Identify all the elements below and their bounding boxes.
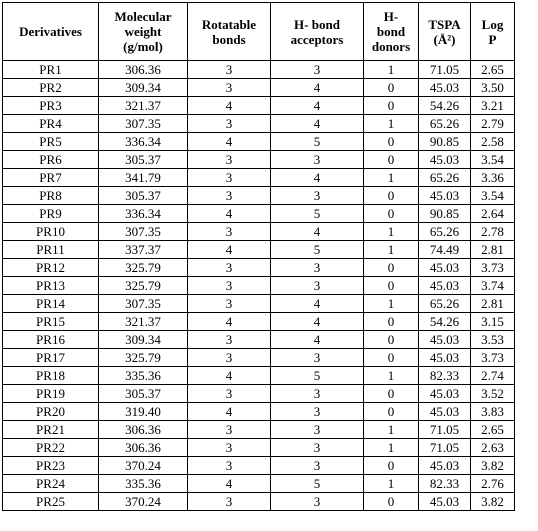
cell-rotatable-bonds: 3 (188, 169, 271, 187)
cell-hbond-donors: 1 (364, 115, 419, 133)
cell-hbond-donors: 0 (364, 259, 419, 277)
cell-logp: 3.82 (471, 457, 515, 475)
table-row (3, 313, 515, 331)
cell-tpsa: 71.05 (419, 61, 471, 79)
cell-hbond-donors: 0 (364, 493, 419, 511)
table-row (3, 439, 515, 457)
cell-molecular-weight: 309.34 (99, 331, 188, 349)
cell-hbond-acceptors: 5 (271, 475, 364, 493)
cell-tpsa: 71.05 (419, 439, 471, 457)
cell-hbond-acceptors: 4 (271, 313, 364, 331)
cell-hbond-donors: 1 (364, 169, 419, 187)
cell-logp: 3.21 (471, 97, 515, 115)
cell-rotatable-bonds: 3 (188, 259, 271, 277)
cell-tpsa: 45.03 (419, 79, 471, 97)
cell-rotatable-bonds: 3 (188, 79, 271, 97)
cell-molecular-weight: 309.34 (99, 79, 188, 97)
cell-derivative: PR7 (3, 169, 99, 187)
cell-molecular-weight: 307.35 (99, 295, 188, 313)
table-body (3, 61, 515, 511)
cell-tpsa: 71.05 (419, 421, 471, 439)
table-row (3, 61, 515, 79)
table-row (3, 295, 515, 313)
cell-hbond-donors: 0 (364, 187, 419, 205)
cell-tpsa: 65.26 (419, 295, 471, 313)
cell-tpsa: 45.03 (419, 385, 471, 403)
cell-rotatable-bonds: 3 (188, 439, 271, 457)
cell-hbond-acceptors: 3 (271, 151, 364, 169)
table-row (3, 475, 515, 493)
table-row (3, 133, 515, 151)
cell-hbond-acceptors: 4 (271, 169, 364, 187)
table-row (3, 241, 515, 259)
cell-molecular-weight: 321.37 (99, 97, 188, 115)
cell-hbond-donors: 0 (364, 349, 419, 367)
cell-molecular-weight: 307.35 (99, 115, 188, 133)
table-row (3, 421, 515, 439)
cell-logp: 3.82 (471, 493, 515, 511)
cell-molecular-weight: 325.79 (99, 259, 188, 277)
cell-hbond-donors: 0 (364, 313, 419, 331)
cell-logp: 2.81 (471, 295, 515, 313)
cell-molecular-weight: 307.35 (99, 223, 188, 241)
cell-logp: 2.63 (471, 439, 515, 457)
cell-logp: 3.53 (471, 331, 515, 349)
table-row (3, 277, 515, 295)
cell-derivative: PR22 (3, 439, 99, 457)
cell-rotatable-bonds: 4 (188, 97, 271, 115)
cell-molecular-weight: 306.36 (99, 61, 188, 79)
header-logp: Log P (471, 3, 515, 61)
cell-derivative: PR20 (3, 403, 99, 421)
cell-tpsa: 90.85 (419, 205, 471, 223)
cell-logp: 3.73 (471, 349, 515, 367)
cell-logp: 3.54 (471, 187, 515, 205)
cell-rotatable-bonds: 3 (188, 187, 271, 205)
cell-tpsa: 65.26 (419, 115, 471, 133)
table-row (3, 385, 515, 403)
cell-logp: 3.83 (471, 403, 515, 421)
cell-rotatable-bonds: 4 (188, 205, 271, 223)
cell-hbond-donors: 1 (364, 223, 419, 241)
cell-molecular-weight: 305.37 (99, 187, 188, 205)
cell-derivative: PR16 (3, 331, 99, 349)
cell-derivative: PR21 (3, 421, 99, 439)
cell-derivative: PR9 (3, 205, 99, 223)
cell-molecular-weight: 341.79 (99, 169, 188, 187)
cell-molecular-weight: 321.37 (99, 313, 188, 331)
table-row (3, 79, 515, 97)
cell-rotatable-bonds: 4 (188, 475, 271, 493)
cell-tpsa: 45.03 (419, 349, 471, 367)
cell-rotatable-bonds: 4 (188, 313, 271, 331)
cell-tpsa: 45.03 (419, 277, 471, 295)
cell-tpsa: 45.03 (419, 457, 471, 475)
cell-derivative: PR4 (3, 115, 99, 133)
cell-logp: 2.79 (471, 115, 515, 133)
cell-tpsa: 74.49 (419, 241, 471, 259)
cell-hbond-acceptors: 3 (271, 349, 364, 367)
cell-hbond-acceptors: 3 (271, 385, 364, 403)
cell-rotatable-bonds: 3 (188, 421, 271, 439)
table-row (3, 493, 515, 511)
cell-derivative: PR14 (3, 295, 99, 313)
cell-hbond-acceptors: 3 (271, 439, 364, 457)
cell-tpsa: 65.26 (419, 169, 471, 187)
table-row (3, 403, 515, 421)
header-rotatable-bonds: Rotatable bonds (188, 3, 271, 61)
header-hbond-acceptors: H- bond acceptors (271, 3, 364, 61)
cell-hbond-donors: 0 (364, 457, 419, 475)
cell-derivative: PR24 (3, 475, 99, 493)
cell-rotatable-bonds: 3 (188, 277, 271, 295)
cell-rotatable-bonds: 3 (188, 61, 271, 79)
cell-tpsa: 45.03 (419, 151, 471, 169)
cell-tpsa: 45.03 (419, 259, 471, 277)
cell-hbond-acceptors: 4 (271, 115, 364, 133)
cell-molecular-weight: 336.34 (99, 133, 188, 151)
cell-logp: 2.78 (471, 223, 515, 241)
cell-tpsa: 82.33 (419, 475, 471, 493)
cell-rotatable-bonds: 4 (188, 133, 271, 151)
cell-molecular-weight: 306.36 (99, 421, 188, 439)
cell-tpsa: 54.26 (419, 313, 471, 331)
cell-derivative: PR17 (3, 349, 99, 367)
cell-rotatable-bonds: 3 (188, 115, 271, 133)
cell-derivative: PR10 (3, 223, 99, 241)
cell-logp: 3.52 (471, 385, 515, 403)
cell-logp: 3.50 (471, 79, 515, 97)
cell-rotatable-bonds: 4 (188, 403, 271, 421)
cell-molecular-weight: 305.37 (99, 385, 188, 403)
table-row (3, 223, 515, 241)
cell-logp: 2.81 (471, 241, 515, 259)
cell-derivative: PR2 (3, 79, 99, 97)
cell-molecular-weight: 325.79 (99, 349, 188, 367)
table-row (3, 97, 515, 115)
cell-tpsa: 45.03 (419, 493, 471, 511)
header-hbond-donors: H- bond donors (364, 3, 419, 61)
table-row (3, 367, 515, 385)
cell-molecular-weight: 306.36 (99, 439, 188, 457)
cell-logp: 3.74 (471, 277, 515, 295)
cell-hbond-donors: 0 (364, 331, 419, 349)
header-tpsa: TSPA (Å²) (419, 3, 471, 61)
cell-molecular-weight: 370.24 (99, 493, 188, 511)
cell-molecular-weight: 337.37 (99, 241, 188, 259)
cell-rotatable-bonds: 3 (188, 385, 271, 403)
table-row (3, 259, 515, 277)
cell-derivative: PR15 (3, 313, 99, 331)
cell-hbond-donors: 1 (364, 241, 419, 259)
header-derivatives: Derivatives (3, 3, 99, 61)
cell-logp: 3.73 (471, 259, 515, 277)
cell-tpsa: 65.26 (419, 223, 471, 241)
cell-molecular-weight: 335.36 (99, 367, 188, 385)
cell-hbond-acceptors: 3 (271, 277, 364, 295)
cell-hbond-acceptors: 4 (271, 79, 364, 97)
cell-hbond-acceptors: 5 (271, 241, 364, 259)
cell-derivative: PR3 (3, 97, 99, 115)
cell-derivative: PR8 (3, 187, 99, 205)
cell-hbond-acceptors: 4 (271, 295, 364, 313)
cell-hbond-acceptors: 4 (271, 331, 364, 349)
cell-logp: 2.74 (471, 367, 515, 385)
table-row (3, 205, 515, 223)
cell-hbond-donors: 0 (364, 79, 419, 97)
cell-logp: 3.15 (471, 313, 515, 331)
cell-logp: 2.65 (471, 61, 515, 79)
table-row (3, 169, 515, 187)
table-row (3, 115, 515, 133)
table-row (3, 349, 515, 367)
cell-hbond-acceptors: 5 (271, 205, 364, 223)
cell-rotatable-bonds: 3 (188, 223, 271, 241)
table-row (3, 151, 515, 169)
cell-rotatable-bonds: 3 (188, 331, 271, 349)
cell-derivative: PR6 (3, 151, 99, 169)
cell-hbond-donors: 0 (364, 277, 419, 295)
cell-derivative: PR19 (3, 385, 99, 403)
cell-derivative: PR23 (3, 457, 99, 475)
cell-rotatable-bonds: 3 (188, 457, 271, 475)
cell-hbond-donors: 1 (364, 61, 419, 79)
table-row (3, 331, 515, 349)
cell-hbond-acceptors: 3 (271, 493, 364, 511)
cell-hbond-acceptors: 3 (271, 187, 364, 205)
cell-hbond-donors: 0 (364, 151, 419, 169)
cell-hbond-acceptors: 3 (271, 61, 364, 79)
cell-hbond-acceptors: 3 (271, 403, 364, 421)
cell-molecular-weight: 336.34 (99, 205, 188, 223)
cell-hbond-donors: 1 (364, 295, 419, 313)
cell-tpsa: 45.03 (419, 331, 471, 349)
cell-molecular-weight: 370.24 (99, 457, 188, 475)
cell-rotatable-bonds: 3 (188, 151, 271, 169)
cell-logp: 2.58 (471, 133, 515, 151)
cell-rotatable-bonds: 3 (188, 493, 271, 511)
cell-rotatable-bonds: 4 (188, 241, 271, 259)
cell-molecular-weight: 335.36 (99, 475, 188, 493)
cell-hbond-donors: 1 (364, 439, 419, 457)
cell-hbond-donors: 1 (364, 475, 419, 493)
cell-tpsa: 54.26 (419, 97, 471, 115)
cell-rotatable-bonds: 3 (188, 349, 271, 367)
cell-derivative: PR5 (3, 133, 99, 151)
cell-hbond-donors: 0 (364, 97, 419, 115)
cell-hbond-donors: 1 (364, 421, 419, 439)
cell-tpsa: 45.03 (419, 187, 471, 205)
cell-hbond-acceptors: 4 (271, 97, 364, 115)
header-row (3, 3, 515, 61)
cell-hbond-acceptors: 3 (271, 421, 364, 439)
cell-hbond-acceptors: 3 (271, 259, 364, 277)
table-row (3, 457, 515, 475)
header-molecular-weight: Molecular weight (g/mol) (99, 3, 188, 61)
cell-derivative: PR11 (3, 241, 99, 259)
cell-hbond-donors: 1 (364, 367, 419, 385)
cell-logp: 2.64 (471, 205, 515, 223)
properties-table (2, 2, 515, 511)
cell-hbond-acceptors: 3 (271, 457, 364, 475)
cell-logp: 3.54 (471, 151, 515, 169)
cell-rotatable-bonds: 3 (188, 295, 271, 313)
table-row (3, 187, 515, 205)
cell-hbond-acceptors: 4 (271, 223, 364, 241)
cell-hbond-donors: 0 (364, 403, 419, 421)
cell-derivative: PR1 (3, 61, 99, 79)
cell-tpsa: 90.85 (419, 133, 471, 151)
cell-molecular-weight: 325.79 (99, 277, 188, 295)
cell-logp: 2.65 (471, 421, 515, 439)
cell-rotatable-bonds: 4 (188, 367, 271, 385)
cell-derivative: PR25 (3, 493, 99, 511)
cell-logp: 3.36 (471, 169, 515, 187)
cell-logp: 2.76 (471, 475, 515, 493)
cell-derivative: PR13 (3, 277, 99, 295)
cell-hbond-acceptors: 5 (271, 367, 364, 385)
cell-hbond-donors: 0 (364, 133, 419, 151)
cell-hbond-acceptors: 5 (271, 133, 364, 151)
cell-derivative: PR18 (3, 367, 99, 385)
cell-hbond-donors: 0 (364, 385, 419, 403)
cell-tpsa: 82.33 (419, 367, 471, 385)
cell-tpsa: 45.03 (419, 403, 471, 421)
cell-hbond-donors: 0 (364, 205, 419, 223)
cell-molecular-weight: 319.40 (99, 403, 188, 421)
cell-derivative: PR12 (3, 259, 99, 277)
cell-molecular-weight: 305.37 (99, 151, 188, 169)
